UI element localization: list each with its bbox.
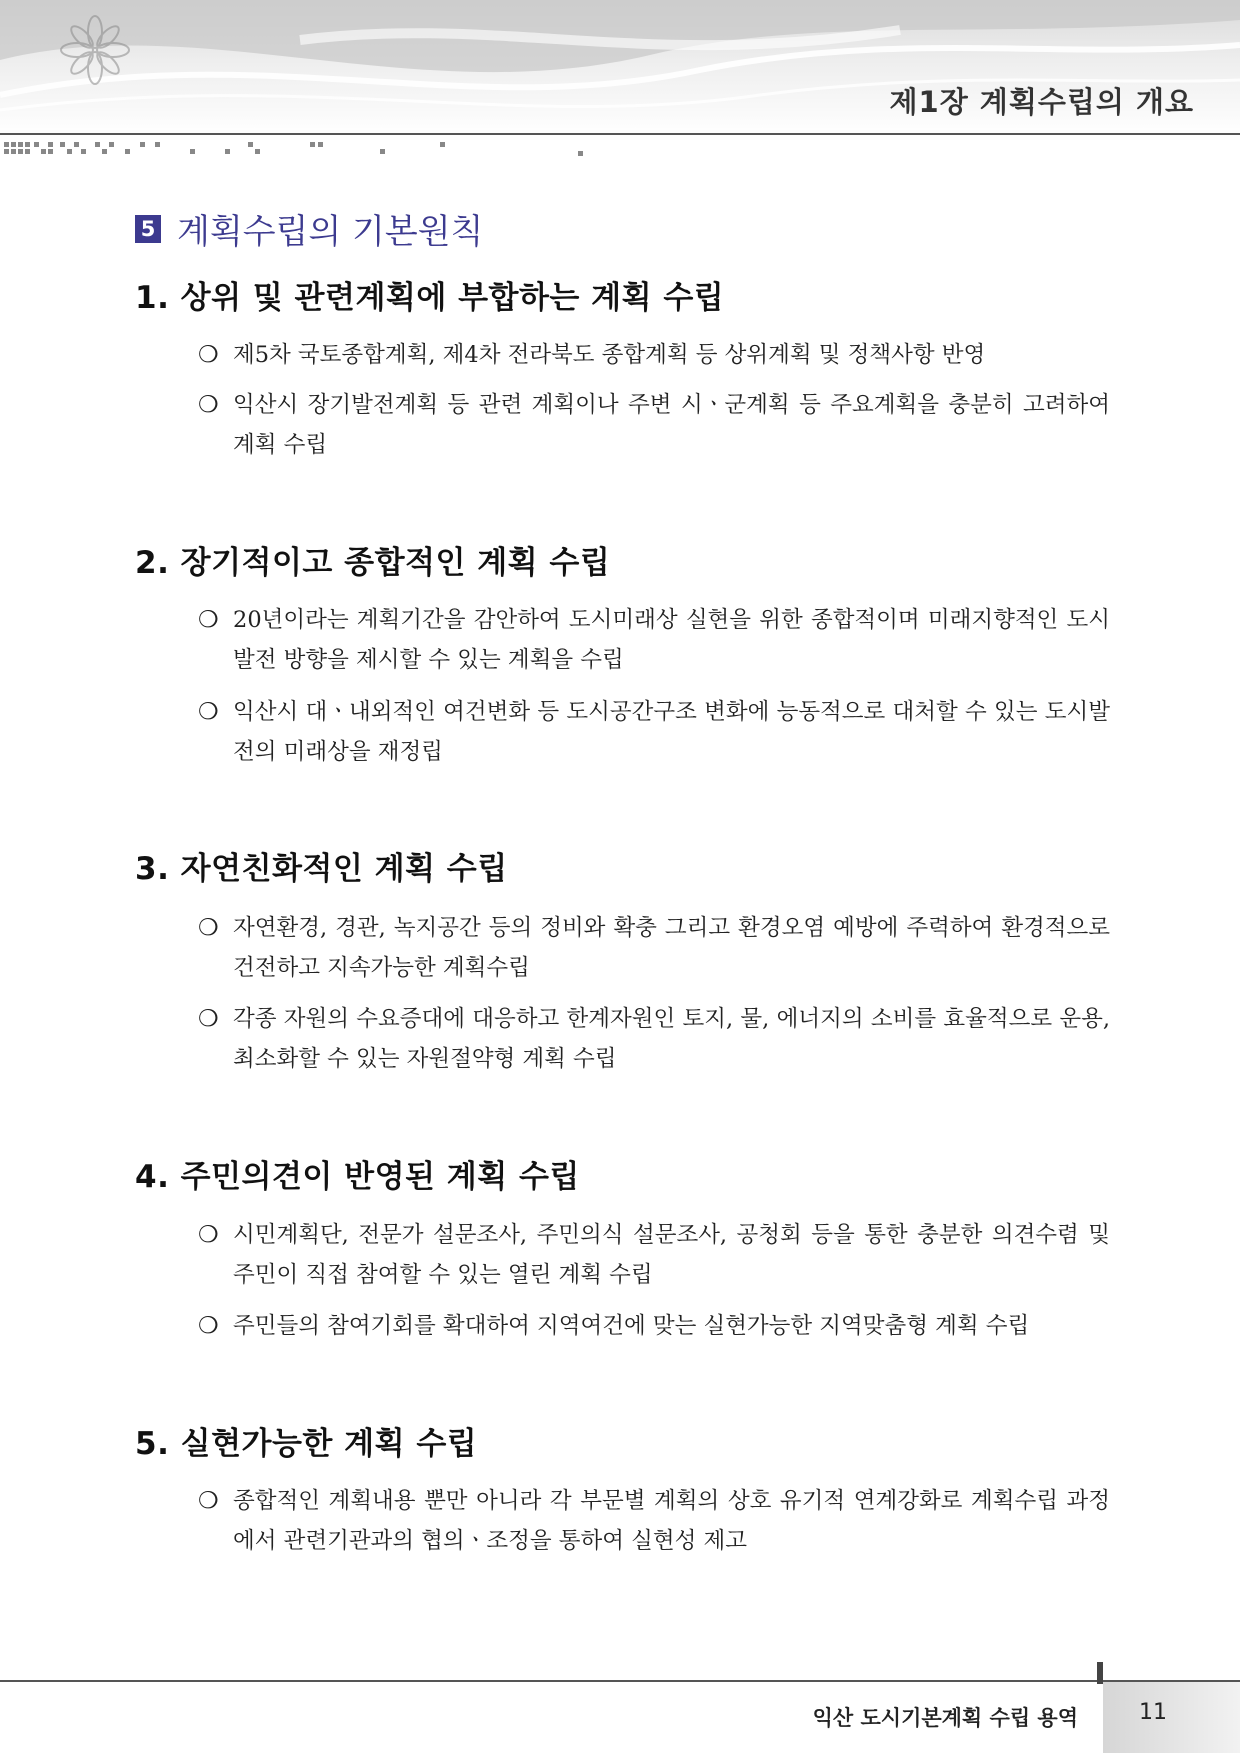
bullet-item <box>198 600 1110 680</box>
subsection-title-2: 2. 장기적이고 종합적인 계획 수립 <box>135 545 611 581</box>
bullet-text: 익산시 장기발전계획 등 관련 계획이나 주변 시ㆍ군계획 등 주요계획을 충분히 고려하여 계획 수립 <box>233 392 1110 458</box>
footer-divider <box>0 1680 1240 1682</box>
circle-bullet-icon: ❍ <box>198 392 219 418</box>
bullet-text: 각종 자원의 수요증대에 대응하고 한계자원인 토지, 물, 에너지의 소비를 효율적으로 운용, 최소화할 수 있는 자원절약형 계획 수립 <box>233 1006 1110 1072</box>
bullet-item <box>198 1215 1110 1295</box>
bullet-item <box>198 385 1110 465</box>
header-divider <box>0 133 1240 135</box>
section-heading <box>135 204 483 253</box>
section-number-badge: 5 <box>135 215 161 243</box>
circle-bullet-icon: ❍ <box>198 1488 219 1514</box>
bullet-item <box>198 335 1110 375</box>
subsection-title-1: 1. 상위 및 관련계획에 부합하는 계획 수립 <box>135 280 725 316</box>
circle-bullet-icon: ❍ <box>198 1313 219 1339</box>
circle-bullet-icon: ❍ <box>198 607 219 633</box>
bullet-item <box>198 908 1110 988</box>
bullet-text: 자연환경, 경관, 녹지공간 등의 정비와 확충 그리고 환경오염 예방에 주력하여 환경적으로 건전하고 지속가능한 계획수립 <box>233 915 1110 981</box>
bullet-text: 제5차 국토종합계획, 제4차 전라북도 종합계획 등 상위계획 및 정책사항 반영 <box>233 342 986 368</box>
chapter-title: 제1장 계획수립의 개요 <box>889 85 1194 119</box>
circle-bullet-icon: ❍ <box>198 1222 219 1248</box>
footer-tick-mark <box>1097 1662 1103 1684</box>
bullet-item <box>198 999 1110 1079</box>
page-number: 11 <box>1139 1700 1167 1725</box>
bullet-text: 주민들의 참여기회를 확대하여 지역여건에 맞는 실현가능한 지역맞춤형 계획 수립 <box>233 1313 1030 1339</box>
bullet-text: 종합적인 계획내용 뿐만 아니라 각 부문별 계획의 상호 유기적 연계강화로 계획수립 과정에서 관련기관과의 협의ㆍ조정을 통하여 실현성 제고 <box>233 1488 1110 1554</box>
bullet-text: 익산시 대ㆍ내외적인 여건변화 등 도시공간구조 변화에 능동적으로 대처할 수 있는 도시발전의 미래상을 재정립 <box>233 699 1110 765</box>
bullet-text: 시민계획단, 전문가 설문조사, 주민의식 설문조사, 공청회 등을 통한 충분한 의견수렴 및 주민이 직접 참여할 수 있는 열린 계획 수립 <box>233 1222 1110 1288</box>
circle-bullet-icon: ❍ <box>198 699 219 725</box>
subsection-title-5: 5. 실현가능한 계획 수립 <box>135 1426 478 1462</box>
subsection-title-4: 4. 주민의견이 반영된 계획 수립 <box>135 1159 580 1195</box>
bullet-item <box>198 692 1110 772</box>
circle-bullet-icon: ❍ <box>198 342 219 368</box>
subsection-title-3: 3. 자연친화적인 계획 수립 <box>135 851 508 887</box>
bullet-item <box>198 1306 1110 1346</box>
footer-document-title: 익산 도시기본계획 수립 용역 <box>812 1706 1078 1730</box>
bullet-item <box>198 1481 1110 1561</box>
header-dot-pattern <box>0 140 620 160</box>
section-title: 계획수립의 기본원칙 <box>177 212 484 252</box>
circle-bullet-icon: ❍ <box>198 1006 219 1032</box>
bullet-text: 20년이라는 계획기간을 감안하여 도시미래상 실현을 위한 종합적이며 미래지향적인 도시발전 방향을 제시할 수 있는 계획을 수립 <box>233 607 1110 673</box>
circle-bullet-icon: ❍ <box>198 915 219 941</box>
